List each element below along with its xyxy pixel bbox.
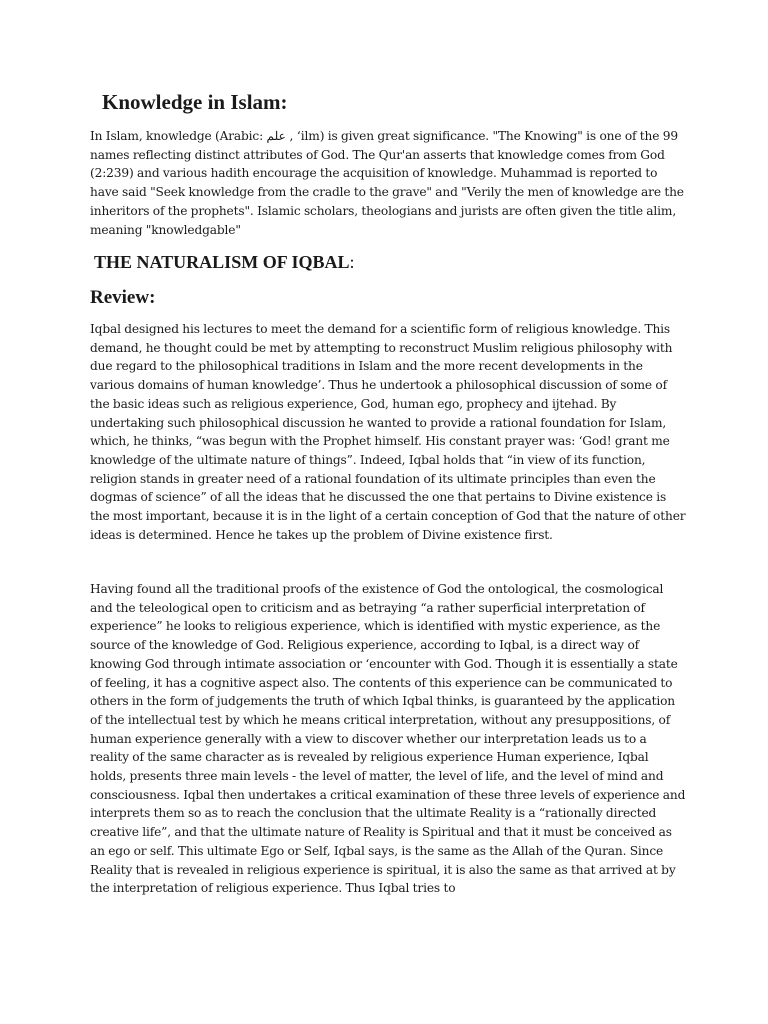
section-heading-text: THE NATURALISM OF IQBAL [94, 252, 350, 272]
section-heading-colon: : [349, 252, 355, 272]
review-heading: Review: [90, 287, 156, 308]
page-title: Knowledge in Islam: [102, 90, 288, 114]
intro-paragraph: In Islam, knowledge (Arabic: علم , ‘ilm) is given great significance. "The Knowing" is one of the 99 names reflecting distinct attributes of God. The Qur'an asserts that knowledge comes from God (2:239) and various hadith encourage the acquisition of knowledge. Muhammad is reported to have said "Seek knowledge from the cradle to the grave" and "Verily the men of knowledge are the inheritors of the prophets". Islamic scholars, theologians and jurists are often given the title alim, meaning "knowledgable" [90, 129, 684, 237]
section-heading [94, 250, 355, 274]
review-paragraph-2: Having found all the traditional proofs of the existence of God the ontological, the cosmological and the teleological open to criticism and as betraying “a rather superficial interpretation of experience” he looks to religious experience, which is identified with mystic experience, as the source of the knowledge of God. Religious experience, according to Iqbal, is a direct way of knowing God through intimate association or ‘encounter with God. Though it is essentially a state of feeling, it has a cognitive aspect also. The contents of this experience can be communicated to others in the form of judgements the truth of which Iqbal thinks, is guaranteed by the application of the intellectual test by which he means critical interpretation, without any presuppositions, of human experience generally with a view to discover whether our interpretation leads us to a reality of the same character as is revealed by religious experience Human experience, Iqbal holds, presents three main levels - the level of matter, the level of life, and the level of mind and consciousness. Iqbal then undertakes a critical examination of these three levels of experience and interprets them so as to reach the conclusion that the ultimate Reality is a “rationally directed creative life”, and that the ultimate nature of Reality is Spiritual and that it must be conceived as an ego or self. This ultimate Ego or Self, Iqbal says, is the same as the Allah of the Quran. Since Reality that is revealed in religious experience is spiritual, it is also the same as that arrived at by the interpretation of religious experience. Thus Iqbal tries to [90, 582, 686, 896]
review-paragraph-1: Iqbal designed his lectures to meet the demand for a scientific form of religious knowledge. This demand, he thought could be met by attempting to reconstruct Muslim religious philosophy with due regard to the philosophical traditions in Islam and the more recent developments in the various domains of human knowledge’. Thus he undertook a philosophical discussion of some of the basic ideas such as religious experience, God, human ego, prophecy and ijtehad. By undertaking such philosophical discussion he wanted to provide a rational foundation for Islam, which, he thinks, “was begun with the Prophet himself. His constant prayer was: ‘God! grant me knowledge of the ultimate nature of things”. Indeed, Iqbal holds that “in view of its function, religion stands in greater need of a rational foundation of its ultimate principles than even the dogmas of science” of all the ideas that he discussed the one that pertains to Divine existence is the most important, because it is in the light of a certain conception of God that the nature of other ideas is determined. Hence he takes up the problem of Divine existence first. [90, 322, 686, 542]
